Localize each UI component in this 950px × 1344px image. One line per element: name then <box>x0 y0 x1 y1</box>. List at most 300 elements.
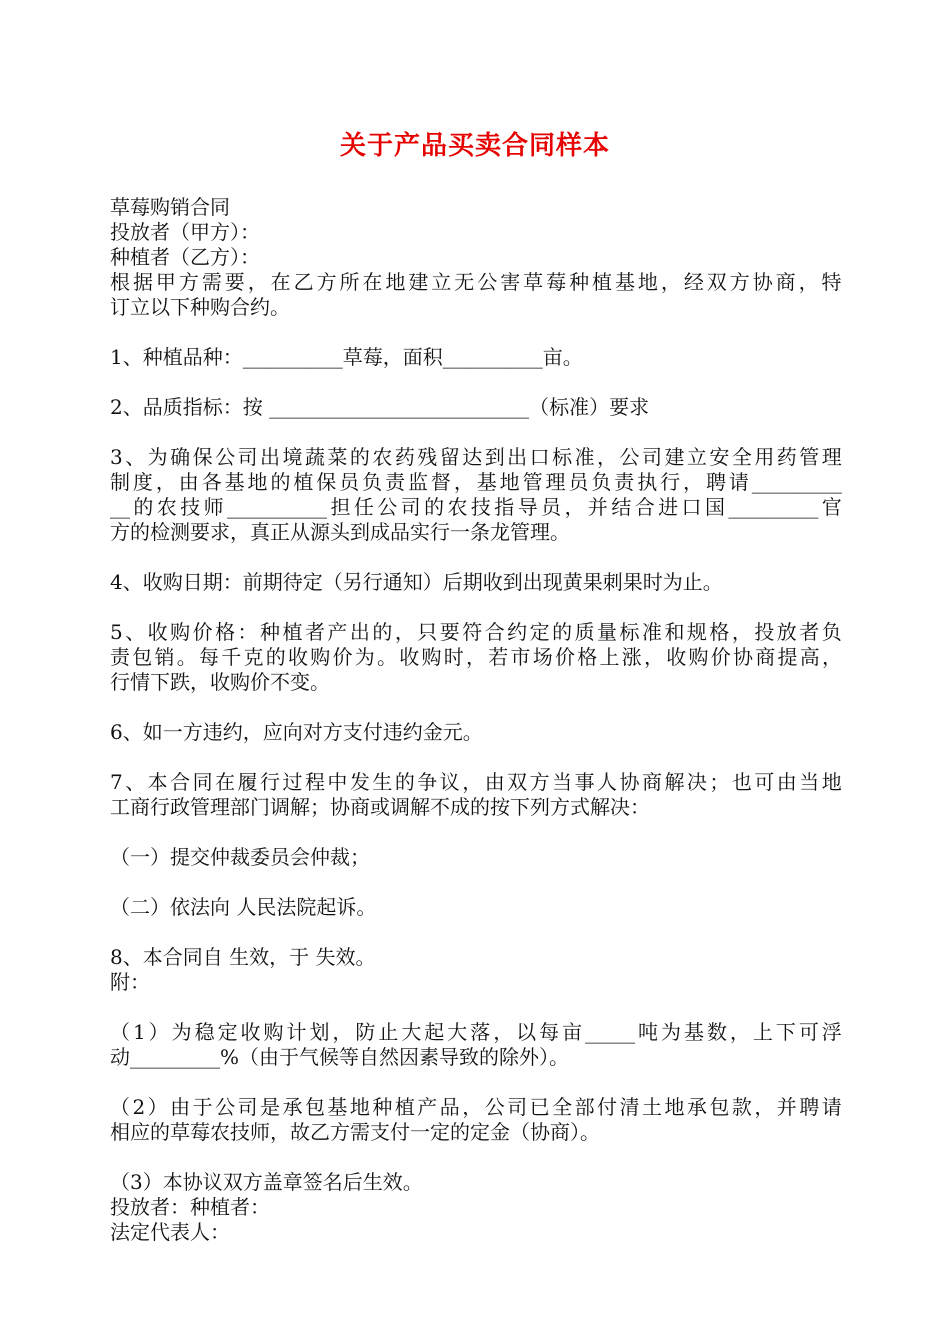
text-glyph: 地 <box>247 470 268 494</box>
text-glyph: 出 <box>349 620 370 644</box>
text-glyph: ； <box>709 770 730 794</box>
text-glyph: 合 <box>634 495 655 519</box>
text-glyph: 发 <box>349 770 370 794</box>
text-glyph: （ <box>110 1020 130 1044</box>
text-glyph: 负 <box>591 470 612 494</box>
text-glyph: 于 <box>192 1095 213 1119</box>
text-glyph: 督 <box>430 470 451 494</box>
text-glyph: 以 <box>516 1020 537 1044</box>
text-glyph: 可 <box>798 1020 819 1044</box>
text-glyph: 在 <box>270 270 291 294</box>
text-glyph: 购 <box>170 620 191 644</box>
text-glyph: 植 <box>293 470 314 494</box>
text-glyph: 师 <box>203 495 224 519</box>
text-glyph: 可 <box>754 770 775 794</box>
text-glyph: 安 <box>709 445 730 469</box>
text-glyph: 为 <box>661 1020 682 1044</box>
text-glyph: 需 <box>201 270 222 294</box>
text-glyph: 双 <box>706 270 727 294</box>
text-glyph: 种 <box>260 620 281 644</box>
text-glyph: 理 <box>545 470 566 494</box>
text-glyph: 聘 <box>705 470 726 494</box>
text-glyph: 负 <box>821 620 842 644</box>
text-glyph: （ <box>110 1095 130 1119</box>
text-glyph: 合 <box>484 620 505 644</box>
text-glyph: 监 <box>407 470 428 494</box>
text-line: （一）提交仲裁委员会仲裁； <box>110 845 370 869</box>
text-glyph: 负 <box>362 470 383 494</box>
text-glyph: ， <box>729 1020 750 1044</box>
text-glyph: 司 <box>641 445 662 469</box>
text-glyph: 执 <box>637 470 658 494</box>
text-glyph: 担 <box>330 495 351 519</box>
text-glyph: 请 <box>821 1095 842 1119</box>
text-glyph: ， <box>754 1095 775 1119</box>
text-glyph: 品 <box>439 1095 460 1119</box>
text-glyph: 植 <box>394 1095 415 1119</box>
text-glyph: 国 <box>704 495 725 519</box>
text-glyph: 规 <box>686 620 707 644</box>
text-glyph: 决 <box>686 770 707 794</box>
text-glyph: 付 <box>597 1095 618 1119</box>
text-line: 附： <box>110 970 150 994</box>
text-glyph: 涨 <box>621 645 642 669</box>
text-glyph: 包 <box>132 645 153 669</box>
document-body <box>110 195 842 1245</box>
text-glyph: 准 <box>641 620 662 644</box>
text-glyph: 落 <box>470 1020 491 1044</box>
text-glyph: ， <box>462 770 483 794</box>
text-glyph: 管 <box>799 445 820 469</box>
text-glyph: 境 <box>282 445 303 469</box>
text-glyph: 在 <box>215 770 236 794</box>
text-glyph: 部 <box>574 1095 595 1119</box>
text-glyph: 克 <box>243 645 264 669</box>
text-glyph: ， <box>332 1020 353 1044</box>
text-glyph: 种 <box>372 1095 393 1119</box>
text-glyph: 下 <box>775 1020 796 1044</box>
text-glyph: 准 <box>574 445 595 469</box>
text-glyph: 质 <box>574 620 595 644</box>
text-glyph: 3 <box>110 445 123 469</box>
text-glyph: 农 <box>447 495 468 519</box>
text-glyph: 司 <box>237 1095 258 1119</box>
text-glyph: 的 <box>133 495 154 519</box>
text-glyph: 药 <box>394 445 415 469</box>
text-glyph: 商 <box>755 645 776 669</box>
text-glyph: 责 <box>614 470 635 494</box>
text-glyph: 场 <box>532 645 553 669</box>
text-glyph: 植 <box>592 270 613 294</box>
text-glyph: 的 <box>349 445 370 469</box>
text-glyph: 技 <box>180 495 201 519</box>
text-glyph: 地 <box>499 470 520 494</box>
text-glyph: 定 <box>217 1020 238 1044</box>
text-glyph: 计 <box>286 1020 307 1044</box>
text-glyph: 建 <box>664 445 685 469</box>
text-glyph: ） <box>147 1095 168 1119</box>
text-glyph: 基 <box>683 1020 704 1044</box>
text-glyph: 方 <box>316 270 337 294</box>
text-glyph: 中 <box>327 770 348 794</box>
text-glyph: 购 <box>421 645 442 669</box>
text-glyph: 由 <box>484 770 505 794</box>
text-line: 投放者：种植者： <box>110 1195 270 1219</box>
text-line: 投放者（甲方）： <box>110 220 260 244</box>
text-glyph: 基 <box>224 470 245 494</box>
text-glyph: 量 <box>597 620 618 644</box>
text-glyph: 用 <box>754 445 775 469</box>
text-glyph: 据 <box>132 270 153 294</box>
text-glyph: 事 <box>574 770 595 794</box>
text-glyph: 蔬 <box>304 445 325 469</box>
text-glyph: 基 <box>614 270 635 294</box>
text-glyph: 收 <box>399 645 420 669</box>
text-glyph: 行 <box>660 470 681 494</box>
text-glyph: 基 <box>327 1095 348 1119</box>
text-glyph: 害 <box>500 270 521 294</box>
text-glyph: 公 <box>215 1095 236 1119</box>
text-glyph: 定 <box>529 620 550 644</box>
text-glyph: 植 <box>282 620 303 644</box>
text-glyph: 当 <box>799 770 820 794</box>
text-line: 6、如一方违约，应向对方支付违约金元。 <box>110 720 483 744</box>
text-glyph: 的 <box>424 495 445 519</box>
text-glyph: 出 <box>260 445 281 469</box>
text-glyph: 价 <box>710 645 731 669</box>
text-line-justified <box>110 495 842 520</box>
text-glyph: 行 <box>260 770 281 794</box>
text-line-justified <box>110 1020 842 1045</box>
text-glyph: 为 <box>354 645 375 669</box>
text-glyph: 过 <box>282 770 303 794</box>
text-glyph: 议 <box>439 770 460 794</box>
text-glyph: 起 <box>424 1020 445 1044</box>
text-glyph: 地 <box>349 1095 370 1119</box>
text-glyph: 每 <box>539 1020 560 1044</box>
text-glyph: ， <box>564 495 585 519</box>
text-glyph: 价 <box>332 645 353 669</box>
text-glyph: 格 <box>577 645 598 669</box>
text-line-justified <box>110 445 842 470</box>
text-glyph: 方 <box>729 270 750 294</box>
text-glyph: 种 <box>569 270 590 294</box>
text-glyph: 商 <box>641 770 662 794</box>
text-glyph: 的 <box>265 645 286 669</box>
text-glyph: 药 <box>776 445 797 469</box>
text-glyph: 人 <box>597 770 618 794</box>
text-glyph: 协 <box>733 645 753 669</box>
text-glyph: 度 <box>132 470 153 494</box>
text-glyph: 地 <box>385 270 406 294</box>
text-glyph: 司 <box>507 1095 528 1119</box>
text-glyph: ， <box>822 645 842 669</box>
text-glyph: 基 <box>476 470 497 494</box>
text-glyph: ， <box>462 1095 483 1119</box>
text-glyph: 、 <box>125 445 146 469</box>
text-glyph: 由 <box>170 1095 191 1119</box>
text-glyph: 地 <box>637 270 658 294</box>
text-line: 1、种植品种：__________草莓，面积__________亩。 <box>110 345 583 369</box>
text-glyph: 特 <box>821 270 842 294</box>
text-glyph: 方 <box>178 270 199 294</box>
text-glyph: 合 <box>170 770 191 794</box>
text-glyph: 高 <box>799 645 820 669</box>
text-glyph: 5 <box>110 620 123 644</box>
text-line: 2、品质指标：按 __________________________（标准）要求 <box>110 395 650 419</box>
text-glyph: 保 <box>192 445 213 469</box>
text-glyph: 上 <box>599 645 620 669</box>
text-glyph: 农 <box>372 445 393 469</box>
text-glyph: 莓 <box>546 270 567 294</box>
text-glyph: 承 <box>282 1095 303 1119</box>
text-glyph: 亩 <box>562 1020 583 1044</box>
text-glyph: 和 <box>664 620 685 644</box>
text-glyph: 司 <box>237 445 258 469</box>
text-line-justified <box>110 1095 842 1120</box>
text-glyph: 标 <box>619 620 640 644</box>
text-glyph: 商 <box>775 270 796 294</box>
text-glyph: 产 <box>327 620 348 644</box>
text-glyph: 程 <box>304 770 325 794</box>
text-glyph: 产 <box>417 1095 438 1119</box>
text-glyph: ， <box>493 1020 514 1044</box>
text-glyph: 达 <box>462 445 483 469</box>
text-glyph: 技 <box>470 495 491 519</box>
text-glyph: 由 <box>776 770 797 794</box>
text-line: 8、本合同自 生效，于 失效。 <box>110 945 376 969</box>
text-glyph: 收 <box>666 645 687 669</box>
text-glyph: 由 <box>178 470 199 494</box>
text-glyph: 农 <box>156 495 177 519</box>
text-line: 草莓购销合同 <box>110 195 230 219</box>
text-glyph: 无 <box>454 270 475 294</box>
text-glyph: 的 <box>552 620 573 644</box>
text-glyph: 大 <box>447 1020 468 1044</box>
text-glyph: 也 <box>731 770 752 794</box>
text-glyph: _________ <box>728 495 819 519</box>
text-glyph: 任 <box>353 495 374 519</box>
text-glyph: _____ <box>585 1020 636 1044</box>
text-line: 工商行政管理部门调解；协商或调解不成的按下列方式解决： <box>110 795 650 819</box>
text-glyph: 为 <box>147 445 168 469</box>
text-glyph: 并 <box>776 1095 797 1119</box>
text-glyph: 购 <box>310 645 331 669</box>
text-glyph: 地 <box>664 1095 685 1119</box>
text-glyph: 为 <box>171 1020 192 1044</box>
text-glyph: 公 <box>215 445 236 469</box>
text-glyph: ， <box>466 645 486 669</box>
text-glyph: 责 <box>110 645 130 669</box>
text-glyph: _________ <box>751 470 842 494</box>
text-glyph: 草 <box>523 270 544 294</box>
text-glyph: 标 <box>552 445 573 469</box>
text-line-justified <box>110 470 842 495</box>
text-line: 种植者（乙方）： <box>110 245 260 269</box>
text-glyph: ， <box>155 470 176 494</box>
text-glyph: 格 <box>709 620 730 644</box>
text-glyph: ， <box>798 270 819 294</box>
text-glyph: 上 <box>752 1020 773 1044</box>
text-line: 订立以下种购合约。 <box>110 295 290 319</box>
text-glyph: 在 <box>362 270 383 294</box>
text-glyph: 各 <box>201 470 222 494</box>
text-line: 法定代表人： <box>110 1220 230 1244</box>
text-glyph: 并 <box>587 495 608 519</box>
text-glyph: 员 <box>339 470 360 494</box>
text-glyph: 导 <box>517 495 538 519</box>
text-glyph: 承 <box>686 1095 707 1119</box>
text-glyph: ， <box>394 620 415 644</box>
text-glyph: 千 <box>221 645 242 669</box>
text-line: 方的检测要求，真正从源头到成品实行一条龙管理。 <box>110 520 570 544</box>
text-glyph: ， <box>597 445 618 469</box>
text-glyph: 浮 <box>821 1020 842 1044</box>
text-glyph: 者 <box>304 620 325 644</box>
text-glyph: 的 <box>394 770 415 794</box>
text-glyph: 约 <box>507 620 528 644</box>
text-glyph: 销 <box>154 645 175 669</box>
text-glyph: 地 <box>821 770 842 794</box>
text-glyph: 7 <box>110 770 123 794</box>
text-glyph: 当 <box>552 770 573 794</box>
text-glyph: 、 <box>125 620 146 644</box>
text-glyph: 公 <box>477 270 498 294</box>
text-glyph: 划 <box>309 1020 330 1044</box>
text-glyph: 2 <box>132 1095 146 1119</box>
text-glyph: ： <box>237 620 258 644</box>
text-glyph: 协 <box>752 270 773 294</box>
text-glyph: 本 <box>147 770 168 794</box>
document-title: 关于产品买卖合同样本 <box>339 131 610 161</box>
text-glyph: 乙 <box>293 270 314 294</box>
text-glyph: 的 <box>372 620 393 644</box>
text-glyph: 留 <box>439 445 460 469</box>
text-glyph: __________ <box>227 495 328 519</box>
text-glyph: 已 <box>529 1095 550 1119</box>
text-line-justified <box>110 270 842 295</box>
text-glyph: 止 <box>378 1020 399 1044</box>
text-glyph: 大 <box>401 1020 422 1044</box>
text-glyph: ， <box>660 270 681 294</box>
text-glyph: ， <box>453 470 474 494</box>
text-glyph: 结 <box>611 495 632 519</box>
text-glyph: 。 <box>377 645 397 669</box>
text-glyph: 、 <box>125 770 146 794</box>
text-line-justified <box>110 620 842 645</box>
text-glyph: 进 <box>658 495 679 519</box>
text-glyph: 清 <box>619 1095 640 1119</box>
text-glyph: 履 <box>237 770 258 794</box>
text-glyph: 款 <box>731 1095 752 1119</box>
text-glyph: 的 <box>270 470 291 494</box>
text-glyph: 符 <box>462 620 483 644</box>
text-glyph: 公 <box>484 1095 505 1119</box>
text-glyph: 公 <box>377 495 398 519</box>
text-glyph: 价 <box>555 645 575 669</box>
text-glyph: 到 <box>484 445 505 469</box>
text-glyph: 协 <box>619 770 640 794</box>
text-glyph: 要 <box>439 620 460 644</box>
text-glyph: 价 <box>192 620 213 644</box>
text-line: 4、收购日期：前期待定（另行通知）后期收到出现黄果刺果时为止。 <box>110 570 723 594</box>
text-glyph: 官 <box>821 495 842 519</box>
text-glyph: ， <box>731 620 752 644</box>
text-glyph: 1 <box>132 1020 146 1044</box>
text-glyph: 稳 <box>194 1020 215 1044</box>
text-glyph: 根 <box>110 270 130 294</box>
text-line-justified <box>110 770 842 795</box>
text-glyph: 防 <box>355 1020 376 1044</box>
text-glyph: 数 <box>706 1020 727 1044</box>
text-glyph: 菜 <box>327 445 348 469</box>
text-line: 动_________%（由于气候等自然因素导致的除外）。 <box>110 1045 570 1069</box>
text-glyph: 放 <box>776 620 797 644</box>
text-line-justified <box>110 645 842 670</box>
text-glyph: 收 <box>240 1020 261 1044</box>
text-glyph: 指 <box>494 495 515 519</box>
text-glyph: 购 <box>263 1020 284 1044</box>
text-glyph: 争 <box>417 770 438 794</box>
text-glyph: 甲 <box>155 270 176 294</box>
text-glyph: 市 <box>510 645 531 669</box>
text-glyph: 解 <box>664 770 685 794</box>
text-glyph: __ <box>110 495 130 519</box>
text-glyph: 全 <box>552 1095 573 1119</box>
text-glyph: ） <box>148 1020 169 1044</box>
text-glyph: 司 <box>400 495 421 519</box>
text-glyph: 包 <box>709 1095 730 1119</box>
text-glyph: 双 <box>507 770 528 794</box>
text-glyph: 立 <box>686 445 707 469</box>
text-glyph: 生 <box>372 770 393 794</box>
text-line: 行情下跌，收购价不变。 <box>110 670 330 694</box>
text-glyph: 残 <box>417 445 438 469</box>
text-glyph: 聘 <box>799 1095 820 1119</box>
text-glyph: ， <box>683 470 704 494</box>
text-glyph: 格 <box>215 620 236 644</box>
text-glyph: 者 <box>799 620 820 644</box>
text-glyph: 理 <box>821 445 842 469</box>
text-glyph: 方 <box>529 770 550 794</box>
text-line: （3）本协议双方盖章签名后生效。 <box>110 1170 423 1194</box>
text-glyph: 制 <box>110 470 130 494</box>
text-glyph: 经 <box>683 270 704 294</box>
text-glyph: 每 <box>199 645 219 669</box>
text-glyph: 投 <box>754 620 775 644</box>
text-glyph: 公 <box>619 445 640 469</box>
text-glyph: 吨 <box>638 1020 659 1044</box>
text-glyph: 收 <box>288 645 308 669</box>
text-glyph: 只 <box>417 620 438 644</box>
text-glyph: ， <box>247 270 268 294</box>
text-glyph: 提 <box>777 645 798 669</box>
text-glyph: 土 <box>641 1095 662 1119</box>
text-glyph: 出 <box>507 445 528 469</box>
text-glyph: 是 <box>260 1095 281 1119</box>
text-glyph: 责 <box>385 470 406 494</box>
text-glyph: 收 <box>147 620 168 644</box>
text-line: 相应的草莓农技师，故乙方需支付一定的定金（协商）。 <box>110 1120 600 1144</box>
text-glyph: 所 <box>339 270 360 294</box>
text-glyph: 同 <box>192 770 213 794</box>
text-glyph: 包 <box>304 1095 325 1119</box>
text-glyph: 建 <box>408 270 429 294</box>
text-glyph: 若 <box>488 645 509 669</box>
text-glyph: 全 <box>731 445 752 469</box>
text-glyph: 立 <box>431 270 452 294</box>
text-glyph: 口 <box>529 445 550 469</box>
